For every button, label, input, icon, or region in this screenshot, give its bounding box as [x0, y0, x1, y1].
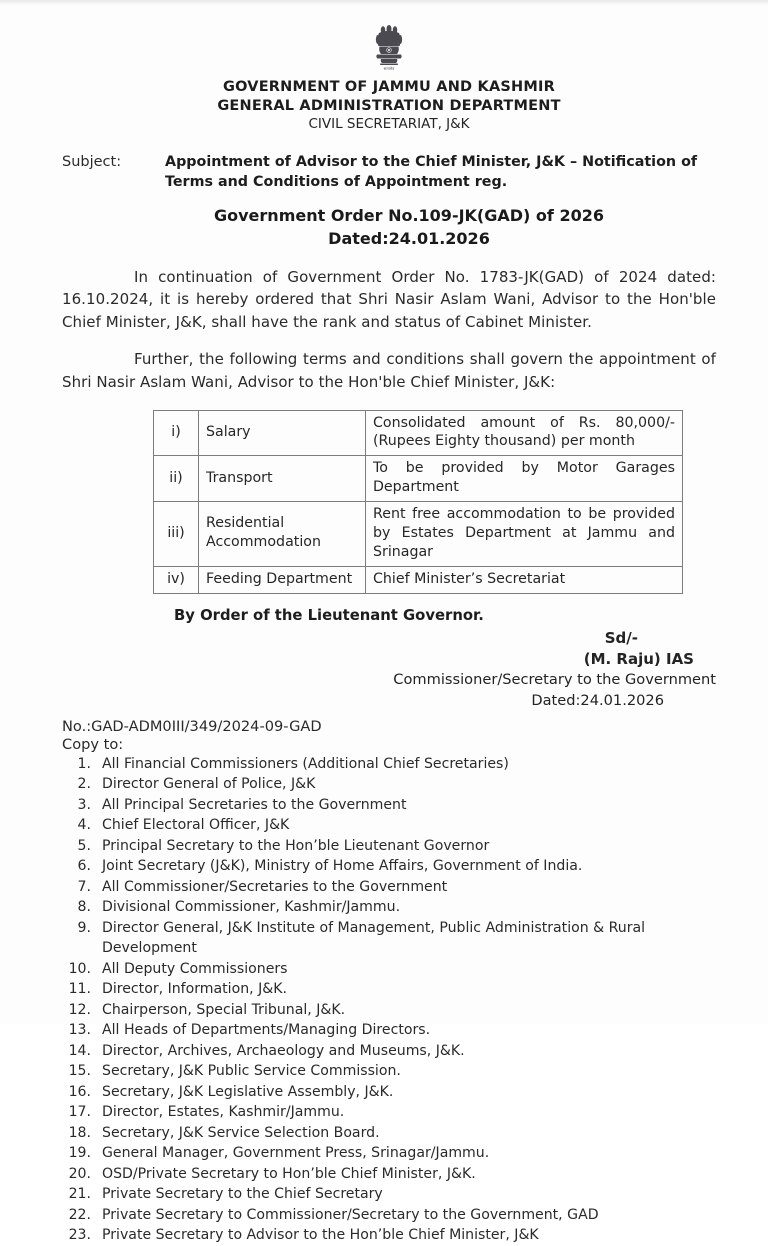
list-item	[62, 1205, 716, 1226]
list-item-number: 1.	[77, 755, 91, 772]
list-item-number: 2.	[77, 776, 91, 793]
subject-row	[62, 152, 716, 193]
signatory-designation: Commissioner/Secretary to the Government	[393, 671, 716, 689]
signature-sd: Sd/-	[604, 628, 638, 647]
list-item-number: 6.	[77, 858, 91, 875]
signature-block	[62, 628, 716, 712]
list-item	[62, 774, 716, 795]
list-item-number: 18.	[68, 1124, 91, 1141]
list-item-number: 12.	[68, 1001, 91, 1018]
list-item-number: 14.	[68, 1042, 91, 1059]
list-item-number: 8.	[77, 899, 91, 916]
state-emblem-of-india-icon	[366, 18, 412, 76]
term-value: Chief Minister’s Secretariat	[366, 566, 683, 593]
term-numeral: iv)	[154, 566, 199, 593]
list-item	[62, 1082, 716, 1103]
list-item	[62, 1164, 716, 1185]
list-item-number: 4.	[77, 817, 91, 834]
list-item-text: Director, Information, J&K.	[102, 981, 287, 998]
list-item-text: Director General of Police, J&K	[102, 776, 316, 793]
list-item	[62, 1041, 716, 1062]
list-item-text: Chairperson, Special Tribunal, J&K.	[102, 1001, 346, 1018]
term-label: Salary	[199, 410, 366, 456]
table-row	[154, 456, 683, 502]
term-numeral: i)	[154, 410, 199, 456]
list-item-text: Secretary, J&K Public Service Commission.	[102, 1063, 401, 1080]
term-label: Residential Accommodation	[199, 502, 366, 567]
letterhead	[62, 78, 716, 134]
list-item-number: 19.	[68, 1145, 91, 1162]
list-item	[62, 1102, 716, 1123]
list-item-number: 23.	[68, 1227, 91, 1244]
list-item	[62, 836, 716, 857]
list-item	[62, 815, 716, 836]
list-item-text: Divisional Commissioner, Kashmir/Jammu.	[102, 899, 401, 916]
list-item	[62, 959, 716, 980]
order-date: Dated:24.01.2026	[328, 228, 490, 248]
list-item-text: General Manager, Government Press, Srinagar/Jammu.	[102, 1145, 490, 1162]
copy-to-label: Copy to:	[62, 735, 124, 753]
list-item-text: Director, Archives, Archaeology and Museums, J&K.	[102, 1042, 465, 1059]
term-label: Feeding Department	[199, 566, 366, 593]
body-paragraph-1: In continuation of Government Order No. 1783-JK(GAD) of 2024 dated: 16.10.2024, it is hereby ordered that Shri Nasir Aslam Wani, Advisor to the Hon'ble Chief Minister, J&K, shall have the rank and status of Cabinet Minister.	[62, 267, 716, 332]
government-name: GOVERNMENT OF JAMMU AND KASHMIR	[223, 79, 555, 95]
term-numeral: ii)	[154, 456, 199, 502]
list-item	[62, 979, 716, 1000]
table-row	[154, 502, 683, 567]
list-item-number: 16.	[68, 1083, 91, 1100]
secretariat-name: CIVIL SECRETARIAT, J&K	[308, 116, 470, 133]
list-item	[62, 754, 716, 775]
list-item-text: All Deputy Commissioners	[102, 960, 288, 977]
list-item-text: OSD/Private Secretary to Hon’ble Chief Minister, J&K.	[102, 1165, 476, 1182]
list-item-number: 11.	[68, 981, 91, 998]
list-item-number: 17.	[68, 1104, 91, 1121]
list-item	[62, 1061, 716, 1082]
list-item-text: All Principal Secretaries to the Government	[102, 796, 407, 813]
term-value: Consolidated amount of Rs. 80,000/- (Rupees Eighty thousand) per month	[366, 410, 683, 456]
term-value: Rent free accommodation to be provided by Estates Department at Jammu and Srinagar	[366, 502, 683, 567]
list-item-number: 15.	[68, 1063, 91, 1080]
file-number: No.:GAD-ADM0III/349/2024-09-GAD	[62, 717, 322, 735]
list-item	[62, 918, 716, 959]
list-item-text: All Financial Commissioners (Additional Chief Secretaries)	[102, 755, 509, 772]
list-item	[62, 1143, 716, 1164]
subject-text: Appointment of Advisor to the Chief Minister, J&K – Notification of Terms and Conditions of Appointment reg.	[165, 153, 698, 191]
list-item-number: 7.	[77, 878, 91, 895]
list-item	[62, 1184, 716, 1205]
list-item-number: 10.	[68, 960, 91, 977]
list-item-text: Private Secretary to Advisor to the Hon’ble Chief Minister, J&K	[102, 1227, 539, 1244]
list-item-number: 21.	[68, 1186, 91, 1203]
emblem-container	[62, 0, 716, 76]
table-row	[154, 566, 683, 593]
list-item	[62, 1000, 716, 1021]
list-item-text: Private Secretary to the Chief Secretary	[102, 1186, 383, 1203]
list-item	[62, 795, 716, 816]
signature-date: Dated:24.01.2026	[531, 691, 664, 709]
list-item	[62, 856, 716, 877]
term-value: To be provided by Motor Garages Department	[366, 456, 683, 502]
list-item	[62, 897, 716, 918]
list-item-text: Joint Secretary (J&K), Ministry of Home Affairs, Government of India.	[102, 858, 583, 875]
list-item-text: Principal Secretary to the Hon’ble Lieutenant Governor	[102, 837, 490, 854]
list-item	[62, 877, 716, 898]
subject-label: Subject:	[62, 153, 122, 170]
list-item-text: Chief Electoral Officer, J&K	[102, 817, 290, 834]
list-item-text: Director General, J&K Institute of Management, Public Administration & Rural Development	[102, 919, 646, 957]
list-item-text: Private Secretary to Commissioner/Secretary to the Government, GAD	[102, 1206, 599, 1223]
list-item-text: Secretary, J&K Legislative Assembly, J&K.	[102, 1083, 394, 1100]
terms-and-conditions-table	[153, 410, 683, 594]
body-paragraph-2: Further, the following terms and conditions shall govern the appointment of Shri Nasir Aslam Wani, Advisor to the Hon'ble Chief Minister, J&K:	[62, 349, 716, 391]
list-item-number: 20.	[68, 1165, 91, 1182]
table-row	[154, 410, 683, 456]
list-item-number: 22.	[68, 1206, 91, 1223]
list-item-number: 3.	[77, 796, 91, 813]
term-numeral: iii)	[154, 502, 199, 567]
list-item-text: All Heads of Departments/Managing Directors.	[102, 1022, 431, 1039]
order-number: Government Order No.109-JK(GAD) of 2026	[214, 206, 604, 226]
list-item-text: Director, Estates, Kashmir/Jammu.	[102, 1104, 345, 1121]
by-order-line: By Order of the Lieutenant Governor.	[174, 606, 484, 624]
term-label: Transport	[199, 456, 366, 502]
svg-text:सत्यमेव: सत्यमेव	[383, 66, 395, 71]
list-item	[62, 1020, 716, 1041]
signatory-name: (M. Raju) IAS	[583, 649, 694, 668]
list-item	[62, 1123, 716, 1144]
copy-to-list	[62, 754, 716, 1246]
list-item-number: 9.	[77, 919, 91, 936]
list-item-text: All Commissioner/Secretaries to the Government	[102, 878, 448, 895]
list-item-number: 13.	[68, 1022, 91, 1039]
list-item	[62, 1225, 716, 1246]
department-name: GENERAL ADMINISTRATION DEPARTMENT	[217, 97, 561, 114]
list-item-number: 5.	[77, 837, 91, 854]
order-heading	[62, 205, 716, 250]
document-content	[62, 0, 716, 1246]
list-item-text: Secretary, J&K Service Selection Board.	[102, 1124, 380, 1141]
terms-table-container	[62, 410, 716, 594]
